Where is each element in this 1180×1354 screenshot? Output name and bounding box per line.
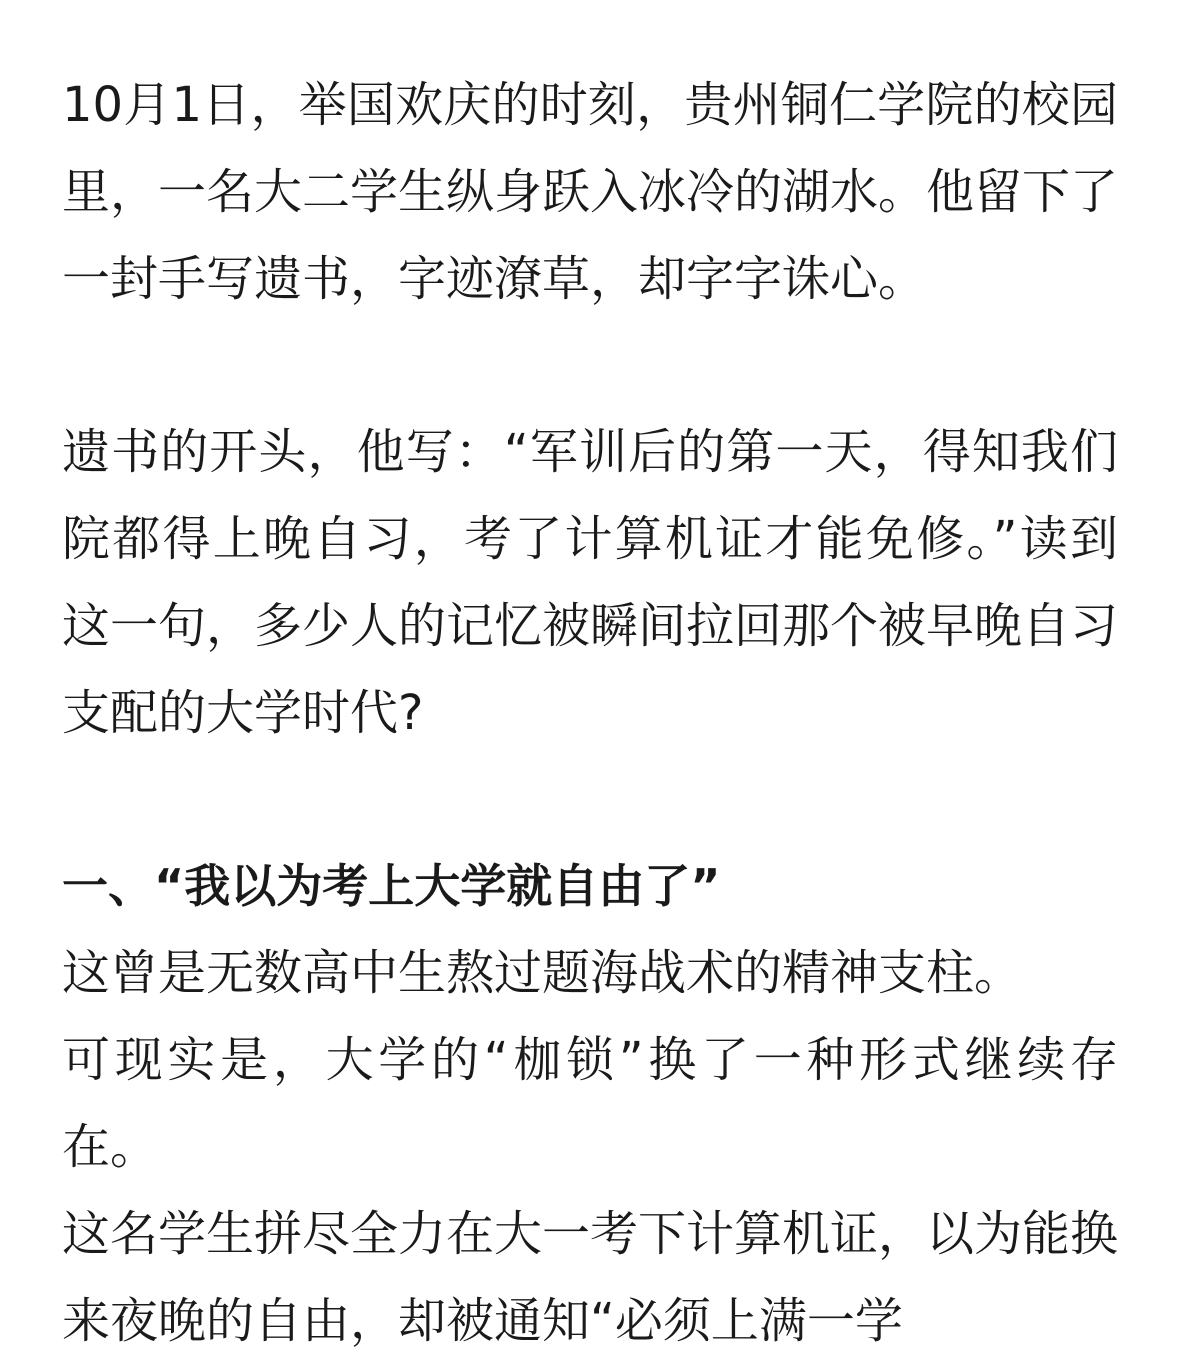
paragraph-spacer	[62, 757, 1118, 843]
section-heading: 一、“我以为考上大学就自由了”	[62, 859, 721, 913]
paragraph-spacer	[62, 323, 1118, 409]
article-paragraph-intro: 10月1日，举国欢庆的时刻，贵州铜仁学院的校园里，一名大二学生纵身跃入冰冷的湖水。他留下了一封手写遗书，字迹潦草，却字字诛心。	[62, 77, 1119, 307]
article-paragraph-section-3: 这名学生拼尽全力在大一考下计算机证，以为能换来夜晚的自由，却被通知“必须上满一学	[62, 1206, 1119, 1349]
article-paragraph-letter-quote: 遗书的开头，他写：“军训后的第一天，得知我们院都得上晚自习，考了计算机证才能免修。”读到这一句，多少人的记忆被瞬间拉回那个被早晚自习支配的大学时代?	[62, 424, 1119, 741]
article-paragraph-section-2: 可现实是，大学的“枷锁”换了一种形式继续存在。	[62, 1032, 1118, 1175]
article-paragraph-section-1: 这曾是无数高中生熬过题海战术的精神支柱。	[62, 945, 1023, 1001]
